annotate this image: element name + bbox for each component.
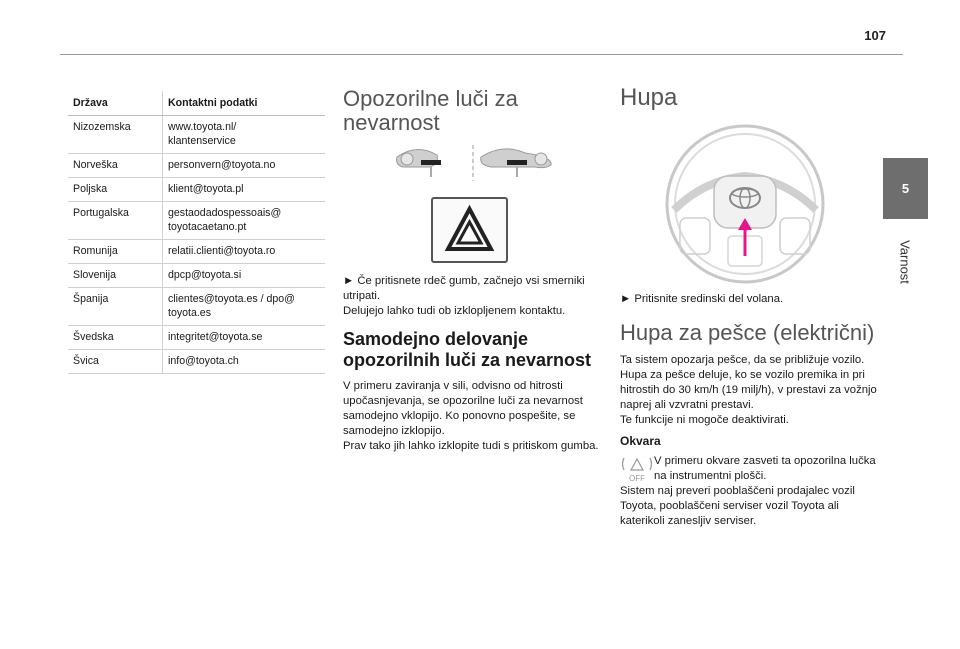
contacts-table xyxy=(68,91,325,374)
country-cell: Portugalska xyxy=(68,202,163,240)
fault-text: V primeru okvare zasveti ta opozorilna lučka na instrumentni plošči. xyxy=(654,455,876,482)
column-header-contact: Kontaktni podatki xyxy=(163,91,326,116)
hazard-title: Opozorilne luči za nevarnost xyxy=(343,86,518,135)
country-cell: Slovenija xyxy=(68,264,163,288)
contact-cell: dpcp@toyota.si xyxy=(163,264,326,288)
fault-row xyxy=(620,454,885,484)
auto-hazard-section xyxy=(343,329,605,454)
hazard-body xyxy=(343,274,605,319)
contact-cell: clientes@toyota.es / dpo@ toyota.es xyxy=(163,288,326,326)
country-cell: Španija xyxy=(68,288,163,326)
pedestrian-horn-para3: Te funkcije ni mogoče deaktivirati. xyxy=(620,414,789,426)
auto-hazard-title: Samodejno delovanje opozorilnih luči za nevarnost xyxy=(343,329,592,370)
hazard-instruction: ► Če pritisnete rdeč gumb, začnejo vsi smerniki utripati. xyxy=(343,275,585,302)
contact-cell: info@toyota.ch xyxy=(163,350,326,374)
hazard-button-illustration xyxy=(431,197,508,263)
contact-cell: relatii.clienti@toyota.ro xyxy=(163,240,326,264)
pedestrian-horn-para1: Ta sistem opozarja pešce, da se približuje vozilo. xyxy=(620,354,865,366)
country-cell: Švica xyxy=(68,350,163,374)
country-cell: Švedska xyxy=(68,326,163,350)
country-cell: Poljska xyxy=(68,178,163,202)
page-number: 107 xyxy=(864,28,886,43)
hazard-triangle-icon xyxy=(433,199,506,261)
table-header-row xyxy=(68,91,325,116)
table-row xyxy=(68,288,325,326)
contact-cell: gestaodadospessoais@ toyotacaetano.pt xyxy=(163,202,326,240)
chapter-label xyxy=(872,222,938,302)
auto-hazard-para1: V primeru zaviranja v sili, odvisno od hitrosti upočasnjevanja, se opozorilne luči za nevarnost samodejno vklopijo. Ko ponovno pospešite, se samodejno izklopijo. xyxy=(343,380,583,437)
horn-section xyxy=(620,86,880,110)
horn-body xyxy=(620,292,880,307)
column-header-country: Država xyxy=(68,91,163,116)
hazard-note: Delujejo lahko tudi ob izklopljenem kontaktu. xyxy=(343,305,566,317)
table-row xyxy=(68,202,325,240)
chapter-tab[interactable]: 5 xyxy=(883,158,928,219)
table-row xyxy=(68,154,325,178)
table-row xyxy=(68,326,325,350)
horn-instruction: ► Pritisnite sredinski del volana. xyxy=(620,293,784,305)
steering-wheel-lights-icon xyxy=(395,143,555,183)
contact-cell: personvern@toyota.no xyxy=(163,154,326,178)
steering-wheel-horn-image xyxy=(664,118,826,290)
table-row xyxy=(68,240,325,264)
fault-title: Okvara xyxy=(620,434,661,448)
country-cell: Nizozemska xyxy=(68,116,163,154)
horn-title: Hupa xyxy=(620,84,678,111)
contact-cell: www.toyota.nl/ klantenservice xyxy=(163,116,326,154)
pedestrian-horn-section xyxy=(620,321,885,529)
header-rule xyxy=(60,54,903,55)
off-icon-label: OFF xyxy=(629,474,645,482)
country-cell: Romunija xyxy=(68,240,163,264)
table-row xyxy=(68,350,325,374)
contact-cell: integritet@toyota.se xyxy=(163,326,326,350)
pedestrian-horn-para2: Hupa za pešce deluje, ko se vozilo premika in pri hitrostih do 30 km/h (19 milj/h), v prestavi za vožnjo naprej ali vzvratni prestavi. xyxy=(620,369,877,411)
table-body xyxy=(68,116,325,374)
country-cell: Norveška xyxy=(68,154,163,178)
table-row xyxy=(68,178,325,202)
pedestrian-horn-off-icon xyxy=(620,454,654,482)
table-row xyxy=(68,116,325,154)
auto-hazard-para2: Prav tako jih lahko izklopite tudi s pritiskom gumba. xyxy=(343,440,599,452)
table-row xyxy=(68,264,325,288)
pedestrian-warning-icon xyxy=(620,454,654,482)
hazard-section xyxy=(343,87,603,135)
contact-cell: klient@toyota.pl xyxy=(163,178,326,202)
chapter-title: Varnost xyxy=(897,240,913,284)
fault-text-2: Sistem naj preveri pooblaščeni prodajalec vozil Toyota, pooblaščeni serviser vozil Toyota ali katerikoli zanesljiv serviser. xyxy=(620,485,855,527)
pedestrian-horn-title: Hupa za pešce (električni) xyxy=(620,320,875,345)
